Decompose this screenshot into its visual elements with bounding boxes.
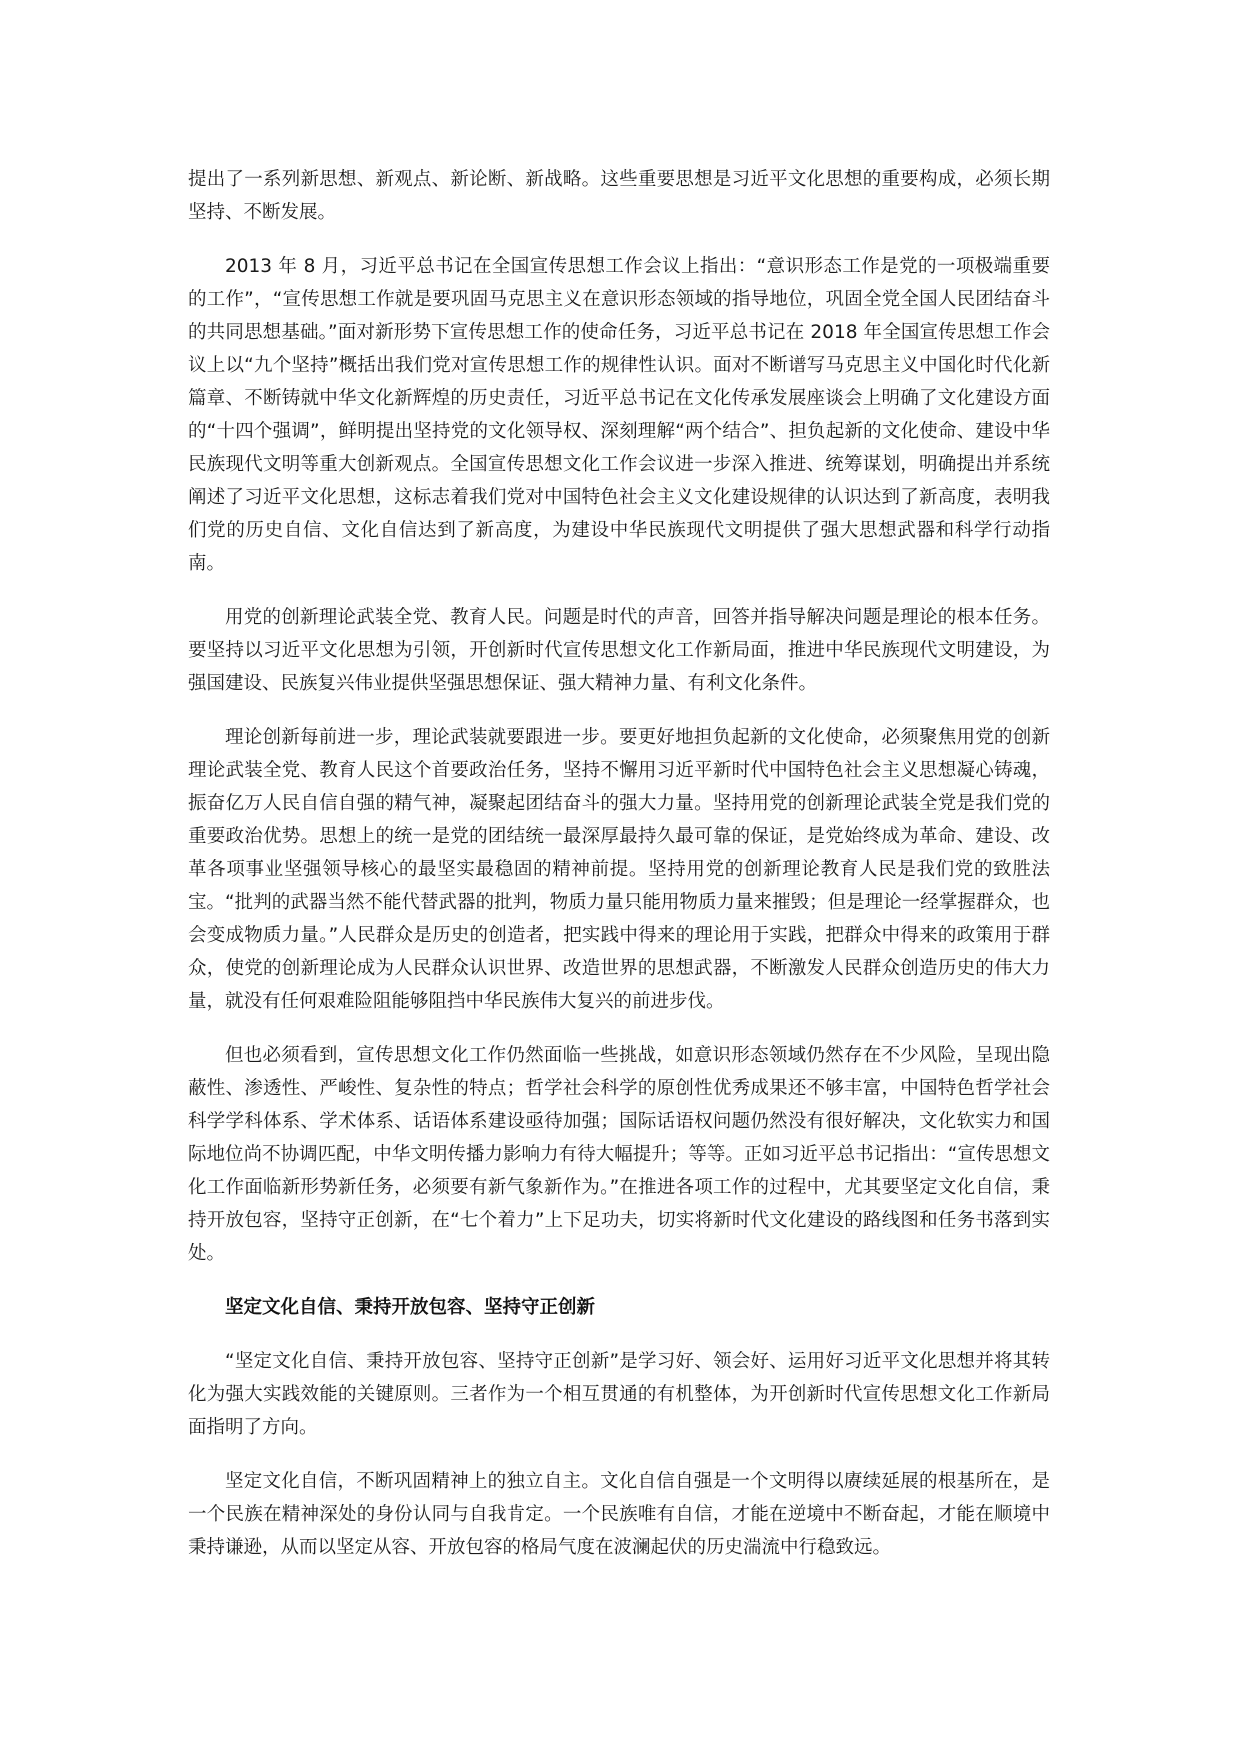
paragraph-1: 提出了一系列新思想、新观点、新论断、新战略。这些重要思想是习近平文化思想的重要构成，必须长期坚持、不断发展。 [188, 169, 1050, 223]
paragraph-7: 坚定文化自信，不断巩固精神上的独立自主。文化自信自强是一个文明得以赓续延展的根基所在，是一个民族在精神深处的身份认同与自我肯定。一个民族唯有自信，才能在逆境中不断奋起，才能在顺境中秉持谦逊，从而以坚定从容、开放包容的格局气度在波澜起伏的历史湍流中行稳致远。 [188, 1471, 1050, 1558]
paragraph-6: “坚定文化自信、秉持开放包容、坚持守正创新”是学习好、领会好、运用好习近平文化思想并将其转化为强大实践效能的关键原则。三者作为一个相互贯通的有机整体，为开创新时代宣传思想文化工作新局面指明了方向。 [188, 1351, 1050, 1438]
paragraph-3: 用党的创新理论武装全党、教育人民。问题是时代的声音，回答并指导解决问题是理论的根本任务。要坚持以习近平文化思想为引领，开创新时代宣传思想文化工作新局面，推进中华民族现代文明建设，为强国建设、民族复兴伟业提供坚强思想保证、强大精神力量、有利文化条件。 [188, 607, 1050, 694]
paragraph-2: 2013 年 8 月，习近平总书记在全国宣传思想工作会议上指出：“意识形态工作是党的一项极端重要的工作”，“宣传思想工作就是要巩固马克思主义在意识形态领域的指导地位，巩固全党全国人民团结奋斗的共同思想基础。”面对新形势下宣传思想工作的使命任务，习近平总书记在 2018 年全国宣传思想工作会议上以“九个坚持”概括出我们党对宣传思想工作的规律性认识。面对不断谱写马克思主义中国化时代化新篇章、不断铸就中华文化新辉煌的历史责任，习近平总书记在文化传承发展座谈会上明确了文化建设方面的“十四个强调”，鲜明提出坚持党的文化领导权、深刻理解“两个结合”、担负起新的文化使命、建设中华民族现代文明等重大创新观点。全国宣传思想文化工作会议进一步深入推进、统筹谋划，明确提出并系统阐述了习近平文化思想，这标志着我们党对中国特色社会主义文化建设规律的认识达到了新高度，表明我们党的历史自信、文化自信达到了新高度，为建设中华民族现代文明提供了强大思想武器和科学行动指南。 [188, 256, 1050, 574]
paragraph-5: 但也必须看到，宣传思想文化工作仍然面临一些挑战，如意识形态领域仍然存在不少风险，呈现出隐蔽性、渗透性、严峻性、复杂性的特点；哲学社会科学的原创性优秀成果还不够丰富，中国特色哲学社会科学学科体系、学术体系、话语体系建设亟待加强；国际话语权问题仍然没有很好解决，文化软实力和国际地位尚不协调匹配，中华文明传播力影响力有待大幅提升；等等。正如习近平总书记指出：“宣传思想文化工作面临新形势新任务，必须要有新气象新作为。”在推进各项工作的过程中，尤其要坚定文化自信，秉持开放包容，坚持守正创新，在“七个着力”上下足功夫，切实将新时代文化建设的路线图和任务书落到实处。 [188, 1045, 1050, 1264]
document-body [188, 163, 1050, 1585]
section-heading: 坚定文化自信、秉持开放包容、坚持守正创新 [225, 1297, 596, 1318]
paragraph-4: 理论创新每前进一步，理论武装就要跟进一步。要更好地担负起新的文化使命，必须聚焦用党的创新理论武装全党、教育人民这个首要政治任务，坚持不懈用习近平新时代中国特色社会主义思想凝心铸魂，振奋亿万人民自信自强的精气神，凝聚起团结奋斗的强大力量。坚持用党的创新理论武装全党是我们党的重要政治优势。思想上的统一是党的团结统一最深厚最持久最可靠的保证，是党始终成为革命、建设、改革各项事业坚强领导核心的最坚实最稳固的精神前提。坚持用党的创新理论教育人民是我们党的致胜法宝。“批判的武器当然不能代替武器的批判，物质力量只能用物质力量来摧毁；但是理论一经掌握群众，也会变成物质力量。”人民群众是历史的创造者，把实践中得来的理论用于实践，把群众中得来的政策用于群众，使党的创新理论成为人民群众认识世界、改造世界的思想武器，不断激发人民群众创造历史的伟大力量，就没有任何艰难险阻能够阻挡中华民族伟大复兴的前进步伐。 [188, 727, 1050, 1012]
